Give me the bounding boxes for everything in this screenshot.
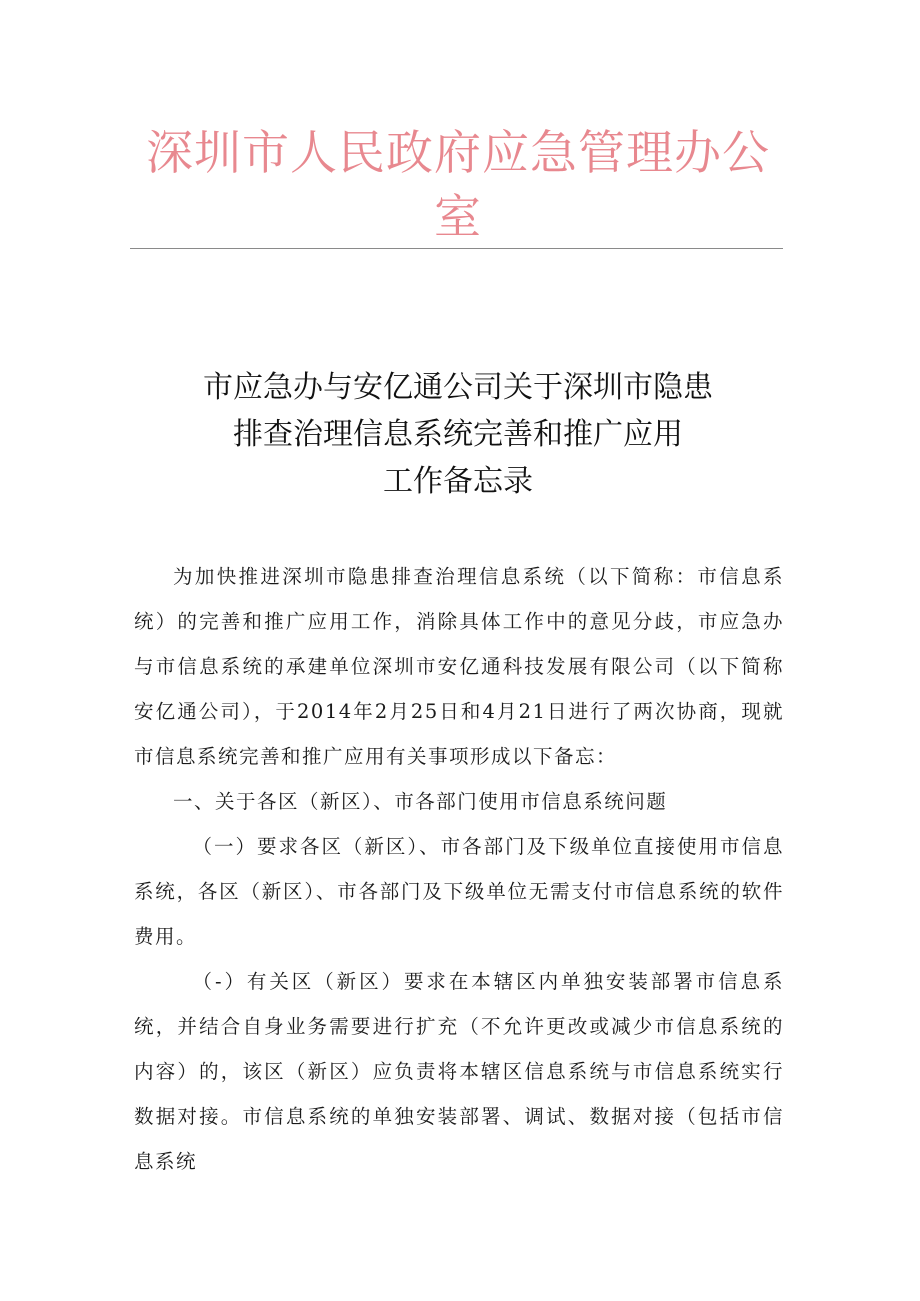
letterhead-title: 深圳市人民政府应急管理办公室 [146,126,770,245]
letterhead-divider [130,248,783,249]
clause-1-1: （一）要求各区（新区）、市各部门及下级单位直接使用市信息系统，各区（新区）、市各部门及下级单位无需支付市信息系统的软件费用。 [134,835,784,948]
intro-paragraph: 为加快推进深圳市隐患排查治理信息系统（以下简称：市信息系统）的完善和推广应用工作，消除具体工作中的意见分歧，市应急办与市信息系统的承建单位深圳市安亿通科技发展有限公司（以下简称安亿通公司），于2014年2月25日和4月21日进行了两次协商，现就市信息系统完善和推广应用有关事项形成以下备忘： [134,565,784,768]
document-body [134,554,784,1184]
document-title-line-1: 市应急办与安亿通公司关于深圳市隐患 [203,370,713,405]
document-title [120,364,796,505]
document-title-line-3: 工作备忘录 [383,464,533,499]
clause-1-2: （-）有关区（新区）要求在本辖区内单独安装部署市信息系统，并结合自身业务需要进行扩充（不允许更改或减少市信息系统的内容）的，该区（新区）应负责将本辖区信息系统与市信息系统实行数据对接。市信息系统的单独安装部署、调试、数据对接（包括市信息系统 [134,970,784,1173]
section-heading-1: 一、关于各区（新区）、市各部门使用市信息系统问题 [173,790,668,813]
document-title-line-2: 排查治理信息系统完善和推广应用 [233,417,683,452]
